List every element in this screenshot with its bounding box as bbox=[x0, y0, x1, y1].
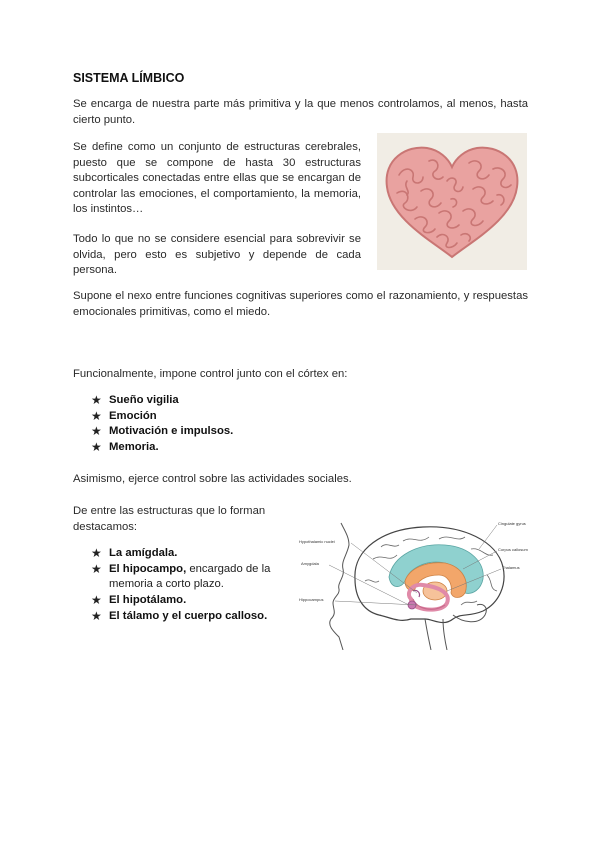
star-icon: ★ bbox=[91, 440, 102, 455]
star-icon: ★ bbox=[91, 393, 102, 407]
brain-diagram-icon bbox=[293, 519, 531, 650]
label-thalamus: Thalamus bbox=[502, 565, 520, 570]
list-item: ★ Memoria. bbox=[91, 440, 159, 455]
list-item: ★ La amígdala. bbox=[91, 546, 178, 560]
list-item: ★ Motivación e impulsos. bbox=[91, 424, 234, 439]
label-hypothalamic-nuclei: Hypothalamic nuclei bbox=[299, 539, 335, 544]
list-item: ★ Emoción bbox=[91, 408, 157, 423]
label-cingulate-gyrus: Cingulate gyrus bbox=[498, 521, 526, 526]
label-hippocampus: Hippocampus bbox=[299, 597, 324, 602]
list-item: ★ El hipotálamo. bbox=[91, 593, 187, 608]
list-item: ★ El hipocampo, encargado de la memoria a corto plazo. bbox=[91, 561, 271, 591]
list-item: ★ El tálamo y el cuerpo calloso. bbox=[91, 608, 268, 623]
star-icon: ★ bbox=[91, 593, 102, 608]
list-item: ★ Sueño vigilia bbox=[91, 393, 179, 407]
heart-brain-icon bbox=[377, 133, 527, 270]
nexus-paragraph: Supone el nexo entre funciones cognitivas superiores como el razonamiento, y respuestas emocionales primitivas, como el miedo. bbox=[73, 290, 528, 318]
label-corpus-callosum: Corpus callosum bbox=[498, 547, 528, 552]
structures-intro: De entre las estructuras que lo forman destacamos: bbox=[73, 505, 266, 533]
survival-paragraph: Todo lo que no se considere esencial para sobrevivir se olvida, pero esto es subjetivo y depende de cada persona. bbox=[73, 233, 361, 276]
functional-intro: Funcionalmente, impone control junto con el córtex en: bbox=[73, 368, 348, 380]
heart-brain-image bbox=[377, 133, 527, 270]
star-icon: ★ bbox=[91, 424, 102, 439]
structures-list bbox=[91, 546, 281, 625]
star-icon: ★ bbox=[91, 561, 102, 576]
social-paragraph: Asimismo, ejerce control sobre las actividades sociales. bbox=[73, 473, 352, 485]
definition-paragraph: Se define como un conjunto de estructuras cerebrales, puesto que se compone de hasta 30 estructuras subcorticales conectadas entre ellas que se encargan de controlar las emociones, el comportamiento, la memoria, los instintos… bbox=[73, 141, 361, 215]
label-amygdala: Amygdala bbox=[301, 561, 319, 566]
star-icon: ★ bbox=[91, 408, 102, 423]
functions-list bbox=[91, 393, 311, 456]
limbic-system-diagram bbox=[293, 519, 531, 650]
intro-paragraph: Se encarga de nuestra parte más primitiva y la que menos controlamos, al menos, hasta cierto punto. bbox=[73, 98, 528, 126]
star-icon: ★ bbox=[91, 546, 102, 560]
section-title: SISTEMA LÍMBICO bbox=[73, 71, 185, 85]
star-icon: ★ bbox=[91, 608, 102, 623]
